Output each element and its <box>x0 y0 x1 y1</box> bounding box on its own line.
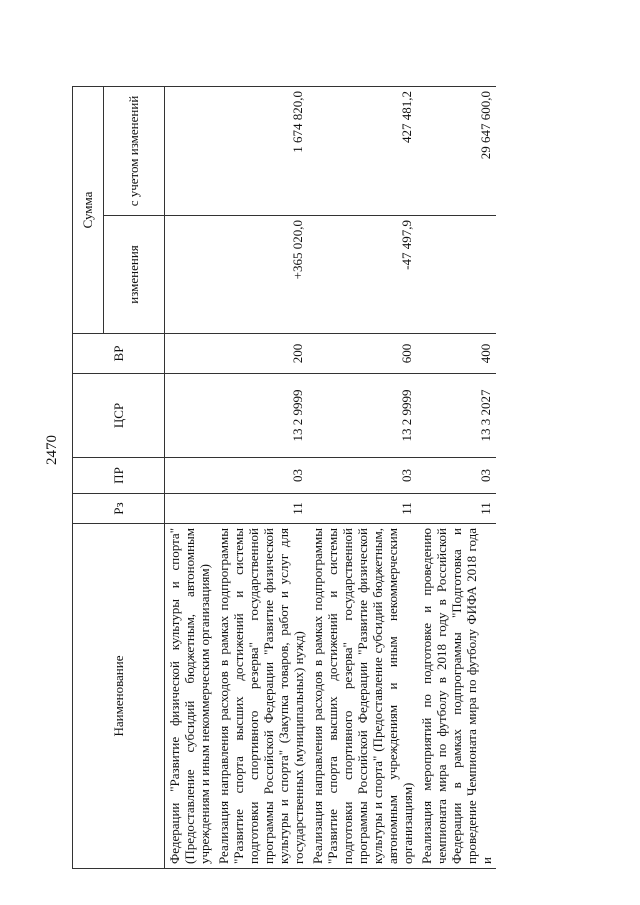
row-pr: 03 <box>308 458 417 494</box>
header-rz: Рз <box>73 494 165 524</box>
row-rz <box>165 494 215 524</box>
budget-table <box>72 86 496 869</box>
row-vr: 400 <box>417 334 496 374</box>
row-change: +365 020,0 <box>214 216 308 334</box>
header-with-change: с учетом изменений <box>104 87 165 216</box>
row-rz: 11 <box>308 494 417 524</box>
row-total: 1 674 820,0 <box>214 87 308 216</box>
row-csr: 13 3 2027 <box>417 374 496 458</box>
row-change <box>417 216 496 334</box>
row-csr: 13 2 9999 <box>214 374 308 458</box>
table-row <box>308 87 417 869</box>
row-rz: 11 <box>417 494 496 524</box>
row-total: 29 647 600,0 <box>417 87 496 216</box>
row-total <box>165 87 215 216</box>
row-vr <box>165 334 215 374</box>
row-name: Реализация направления расходов в рамках подпрограммы "Развитие спорта высших достижений и системы подготовки спортивного резерва" государственной программы Российской Федерации "Развитие физической культуры и спорта" (Предоставление субсидий бюджетным, автономным учреждениям и иным некоммерческим организациям) <box>308 524 417 869</box>
row-pr: 03 <box>417 458 496 494</box>
row-name: Реализация мероприятий по подготовке и проведению чемпионата мира по футболу в 2018 году в Российской Федерации в рамках подпрограммы "Подготовка и проведение Чемпионата мира по футболу ФИФА 2018 года и <box>417 524 496 869</box>
table-row <box>214 87 308 869</box>
row-pr: 03 <box>214 458 308 494</box>
row-pr <box>165 458 215 494</box>
table-row <box>417 87 496 869</box>
row-csr <box>165 374 215 458</box>
header-vr: ВР <box>73 334 165 374</box>
row-change <box>165 216 215 334</box>
header-pr: ПР <box>73 458 165 494</box>
header-change: изменения <box>104 216 165 334</box>
header-row-1 <box>73 87 104 869</box>
row-vr: 600 <box>308 334 417 374</box>
header-name: Наименование <box>73 524 165 869</box>
row-name: Федерации "Развитие физической культуры и спорта" (Предоставление субсидий бюджетным, автономным учреждениям и иным некоммерческим организациям) <box>165 524 215 869</box>
row-csr: 13 2 9999 <box>308 374 417 458</box>
row-total: 427 481,2 <box>308 87 417 216</box>
row-rz: 11 <box>214 494 308 524</box>
header-sum: Сумма <box>73 87 104 334</box>
page-number: 2470 <box>44 435 60 465</box>
header-csr: ЦСР <box>73 374 165 458</box>
row-change: -47 497,9 <box>308 216 417 334</box>
table-row <box>165 87 215 869</box>
row-vr: 200 <box>214 334 308 374</box>
row-name: Реализация направления расходов в рамках подпрограммы "Развитие спорта высших достижений и системы подготовки спортивного резерва" государственной программы Российской Федерации "Развитие физической культуры и спорта" (Закупка товаров, работ и услуг для государственных (муниципальных) нужд) <box>214 524 308 869</box>
